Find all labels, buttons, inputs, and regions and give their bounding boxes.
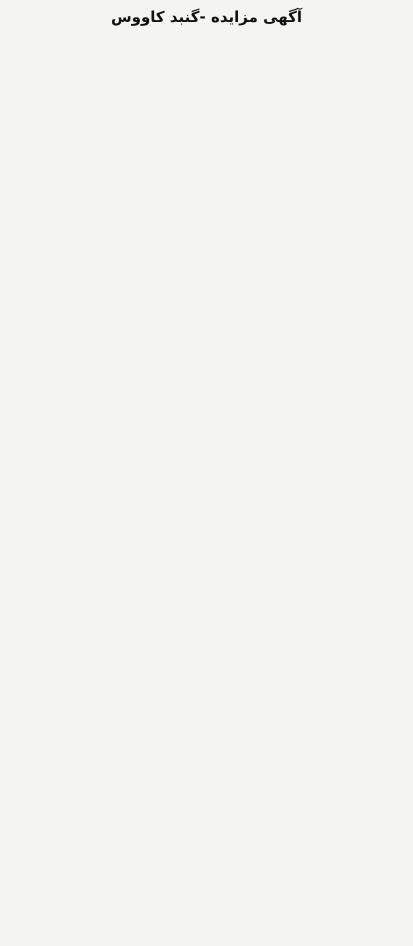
notice-body bbox=[8, 32, 405, 40]
notice-title: آگهی مزایده -گنبد کاووس bbox=[110, 8, 303, 26]
paragraph-gap bbox=[8, 32, 405, 40]
